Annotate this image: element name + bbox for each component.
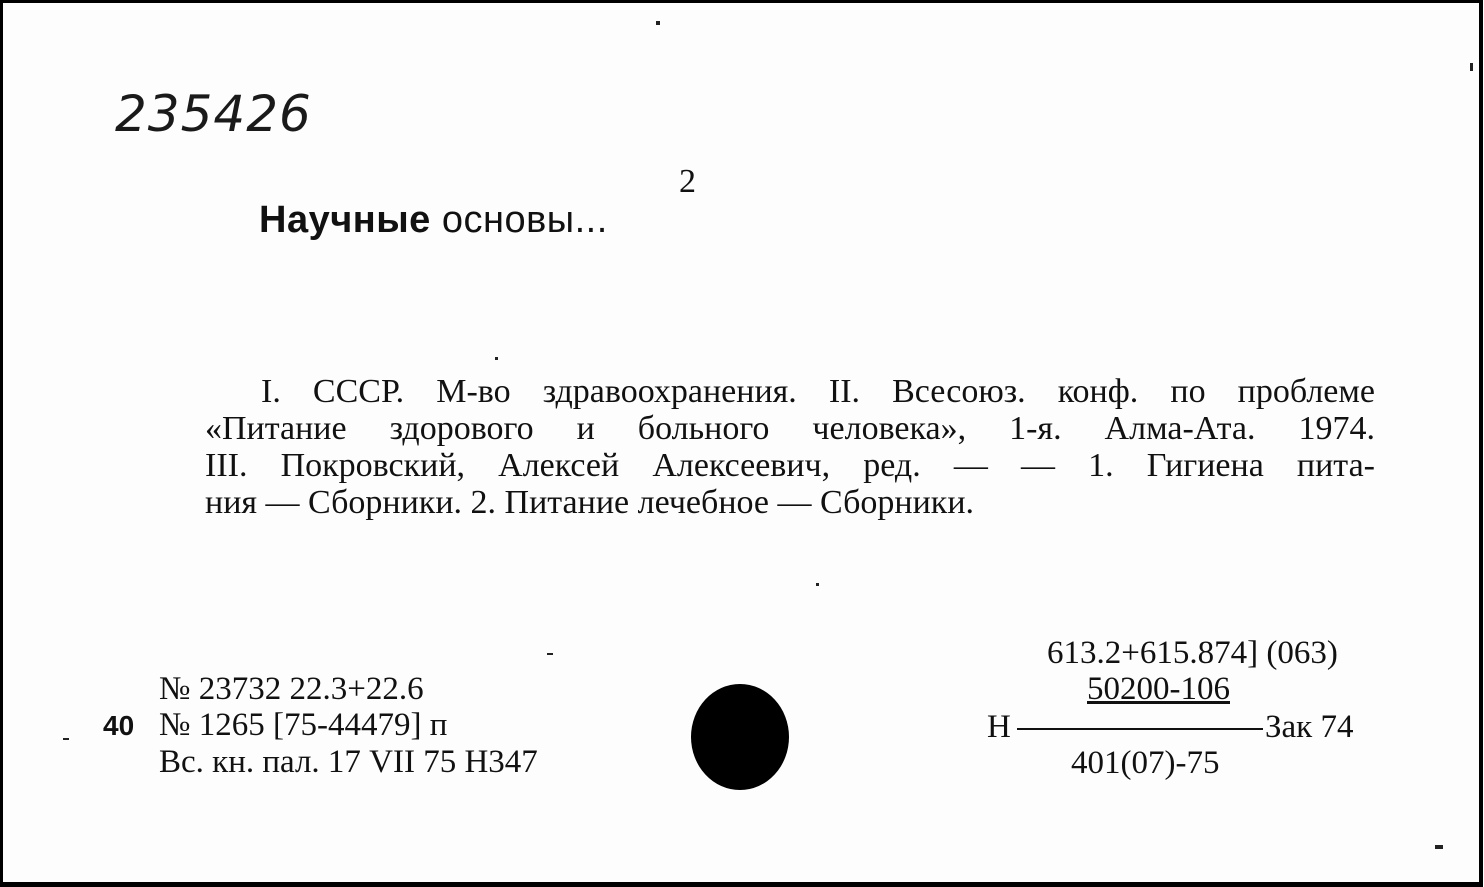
udc-code: 613.2+615.874] (063) bbox=[1047, 635, 1338, 671]
title-bold-word: Научные bbox=[259, 199, 431, 241]
classification-code-text: 50200-106 bbox=[1087, 671, 1230, 707]
h-letter: Н bbox=[987, 709, 1011, 745]
speck-mark bbox=[816, 583, 819, 586]
card-title bbox=[259, 199, 608, 242]
speck-mark bbox=[495, 357, 498, 360]
subject-annotation bbox=[205, 373, 1375, 521]
annotation-line: ния — Сборники. 2. Питание лечебное — Сборники. bbox=[205, 484, 975, 521]
annotation-line: I. СССР. М-во здравоохранения. II. Всесоюз. конф. по проблеме bbox=[261, 373, 1375, 410]
registration-line-3: Вс. кн. пал. 17 VII 75 Н347 bbox=[159, 744, 538, 780]
title-rest: основы... bbox=[430, 199, 608, 241]
registration-row bbox=[103, 671, 538, 707]
handwritten-inventory-number: 235426 bbox=[115, 85, 312, 143]
speck-mark bbox=[547, 653, 553, 655]
classification-code bbox=[1087, 671, 1230, 707]
punch-hole bbox=[691, 684, 789, 790]
registration-row bbox=[103, 744, 538, 780]
registration-row bbox=[103, 707, 538, 744]
annotation-line: «Питание здорового и больного человека», 1-я. Алма-Ата. 1974. bbox=[205, 410, 1375, 447]
order-number: Зак 74 bbox=[1265, 709, 1354, 745]
speck-mark bbox=[656, 21, 660, 25]
annotation-line: III. Покровский, Алексей Алексеевич, ред. — — 1. Гигиена пита- bbox=[205, 447, 1375, 484]
registration-line-1: № 23732 22.3+22.6 bbox=[159, 671, 424, 707]
registration-line-2: № 1265 [75-44479] п bbox=[159, 707, 448, 743]
price-code: 401(07)-75 bbox=[1071, 745, 1220, 781]
speck-mark bbox=[63, 738, 69, 740]
speck-mark bbox=[1470, 63, 1473, 71]
registration-block bbox=[103, 671, 538, 780]
page-number: 2 bbox=[679, 163, 696, 200]
speck-mark bbox=[1435, 845, 1443, 849]
registration-prefix: 40 bbox=[103, 710, 135, 741]
fraction-line bbox=[1017, 728, 1263, 730]
